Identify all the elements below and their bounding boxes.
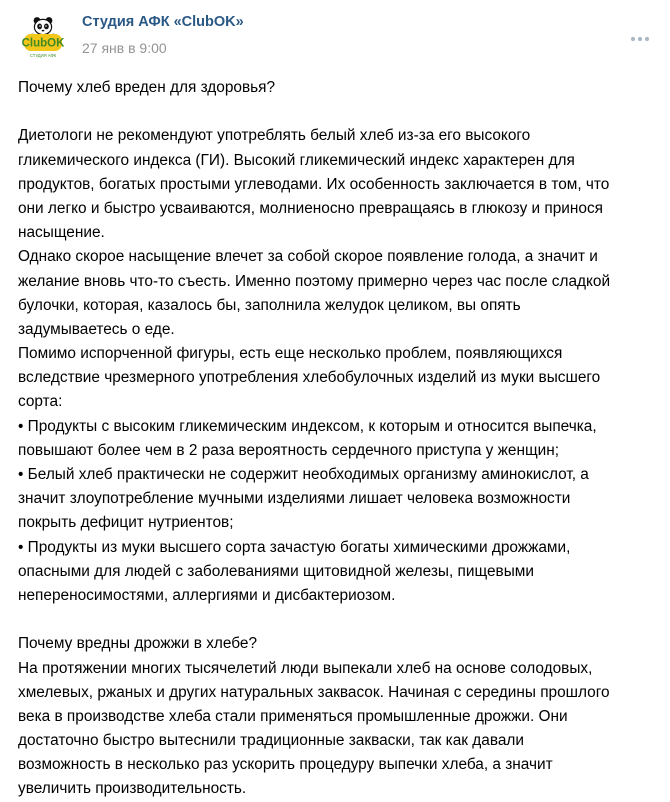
text-line: • Продукты из муки высшего сорта зачастую богаты химическими дрожжами,	[18, 538, 571, 556]
text-line: • Белый хлеб практически не содержит необходимых организму аминокислот, а	[18, 466, 589, 483]
text-line: вследствие чрезмерного употребления хлебобулочных изделий из муки высшего	[18, 369, 601, 387]
post-paragraph	[18, 124, 662, 245]
panda-logo-icon	[18, 14, 68, 64]
text-line: повышают более чем в 2 раза вероятность сердечного приступа у женщин;	[18, 441, 560, 459]
text-line: Диетологи не рекомендуют употреблять белый хлеб из-за его высокого	[18, 127, 531, 145]
text-line: непереносимостями, аллергиями и дисбактериозом.	[18, 586, 396, 604]
text-line: Почему хлеб вреден для здоровья?	[18, 79, 276, 96]
text-line: насыщение.	[18, 224, 105, 242]
post-menu-button[interactable]	[626, 27, 654, 51]
post-paragraph	[18, 536, 662, 609]
text-line: они легко и быстро усваиваются, молниеносно превращаясь в глюкозу и принося	[18, 199, 603, 217]
text-line: хмелевых, ржаных и других натуральных заквасок. Начиная с середины прошлого	[18, 683, 610, 701]
svg-text:ClubOK: ClubOK	[21, 37, 65, 50]
post-paragraph	[18, 245, 662, 342]
text-line: задумываетесь о еде.	[18, 320, 175, 338]
text-line: Помимо испорченной фигуры, есть еще несколько проблем, появляющихся	[18, 345, 563, 363]
post-date-link[interactable]: 27 янв в 9:00	[82, 40, 167, 56]
text-line: возможность в несколько раз ускорить процедуру выпечки хлеба, а значит	[18, 756, 553, 774]
post-paragraph	[18, 342, 662, 415]
post-text	[18, 76, 662, 802]
text-line: • Продукты с высоким гликемическим индексом, к которым и относится выпечка,	[18, 417, 597, 435]
text-line: опасными для людей с заболеваниями щитовидной железы, пищевыми	[18, 562, 534, 580]
svg-text:СТУДИЯ АФК: СТУДИЯ АФК	[29, 53, 57, 58]
post-paragraph	[18, 657, 662, 802]
post-paragraph	[18, 76, 662, 100]
text-line: Почему вредны дрожжи в хлебе?	[18, 635, 258, 653]
text-line: продуктов, богатых простыми углеводами. Их особенность заключается в том, что	[18, 175, 610, 193]
text-line: булочки, которая, казалось бы, заполнила желудок целиком, вы опять	[18, 296, 521, 314]
text-line: гликемического индекса (ГИ). Высокий гликемический индекс характерен для	[18, 151, 575, 169]
text-line: значит злоупотребление мучными изделиями лишает человека возможности	[18, 490, 571, 508]
text-line: достаточно быстро вытеснили традиционные закваски, так как давали	[18, 732, 524, 750]
text-line: желание вновь что-то съесть. Именно поэтому примерно через час после сладкой	[18, 272, 611, 290]
text-line: На протяжении многих тысячелетий люди выпекали хлеб на основе солодовых,	[18, 659, 593, 677]
blank-line	[18, 608, 662, 632]
post-header	[0, 0, 670, 72]
post-paragraph	[18, 463, 662, 536]
more-dots-icon	[630, 36, 650, 42]
blank-line	[18, 100, 662, 124]
text-line: увеличить производительность.	[18, 780, 247, 798]
post-paragraph	[18, 632, 662, 656]
text-line: Однако скорое насыщение влечет за собой скорое появление голода, а значит и	[18, 248, 598, 266]
text-line: сорта:	[18, 393, 63, 411]
text-line: покрыть дефицит нутриентов;	[18, 514, 234, 532]
author-name-link[interactable]: Студия АФК «ClubOK»	[82, 14, 244, 30]
avatar[interactable]	[18, 14, 68, 64]
post-paragraph	[18, 415, 662, 463]
text-line: века в производстве хлеба стали применяться промышленные дрожжи. Они	[18, 707, 568, 725]
